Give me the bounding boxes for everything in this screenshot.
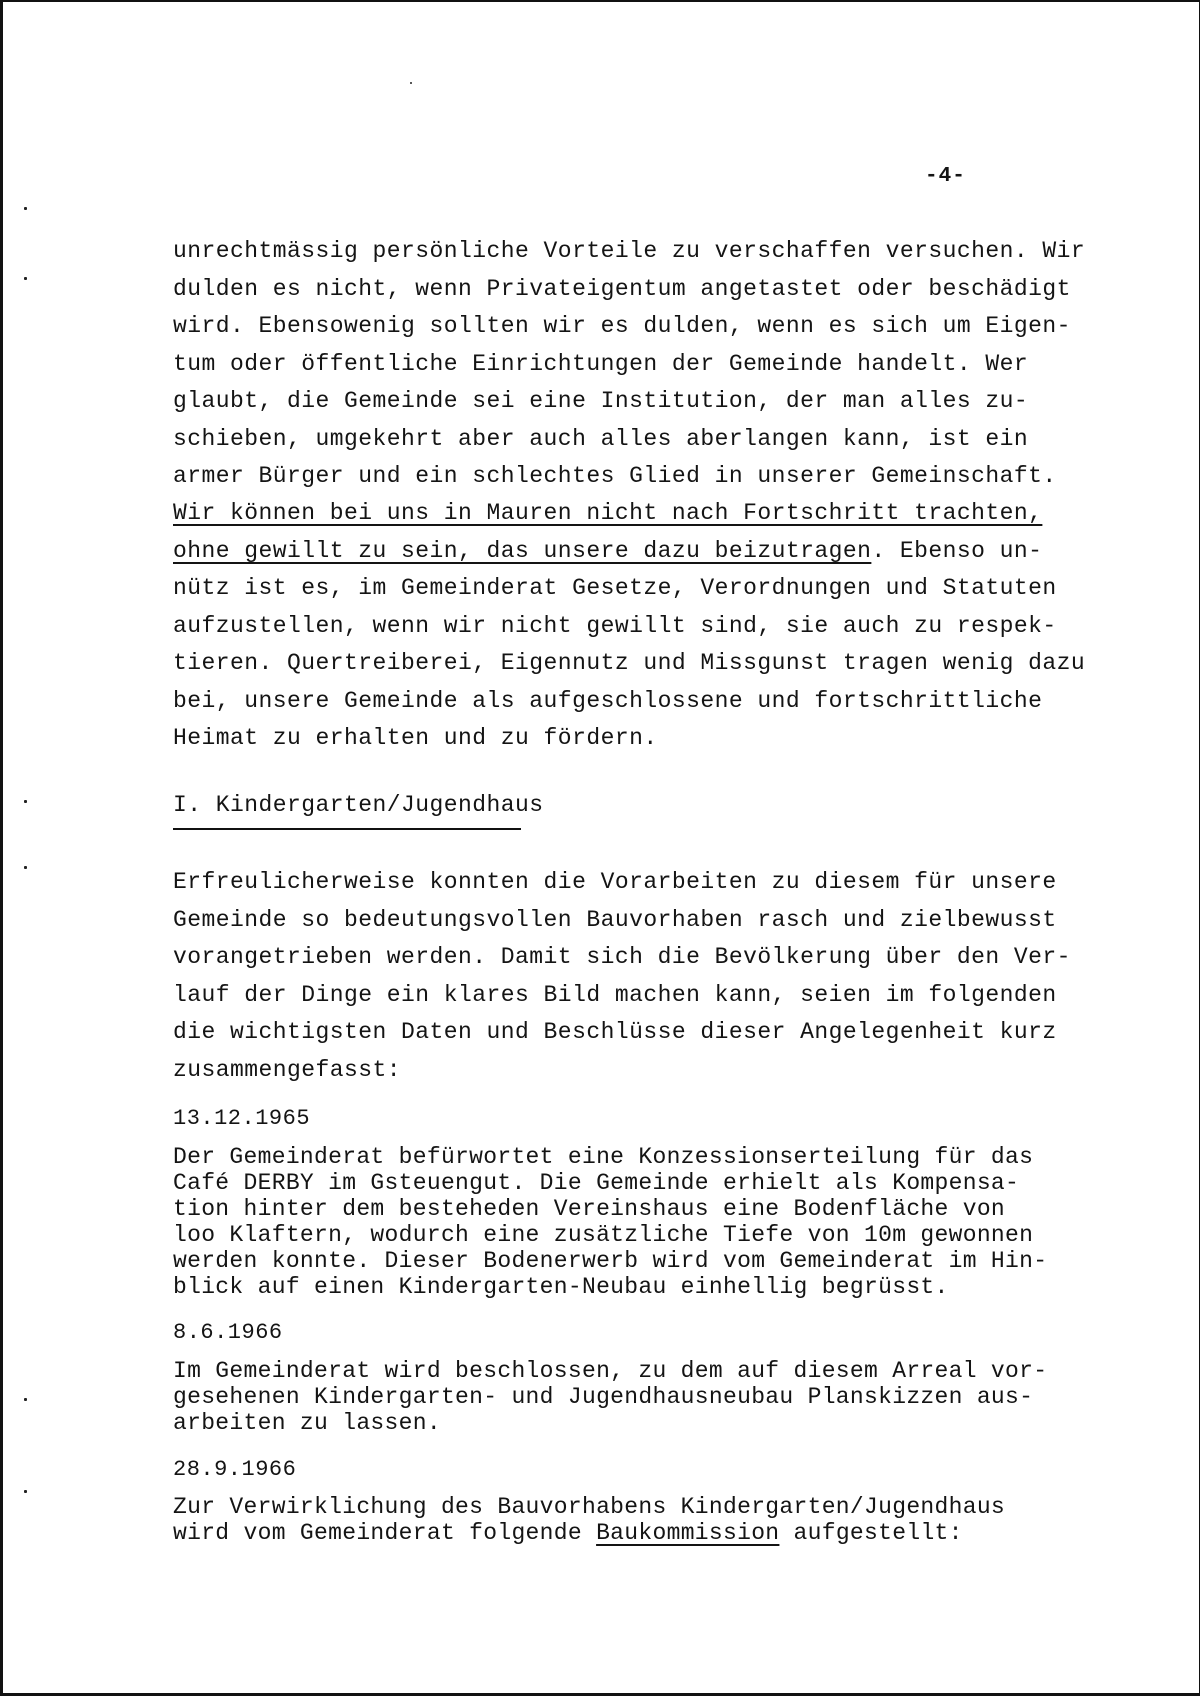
entry-date: 8.6.1966 (173, 1320, 283, 1345)
text-line: die wichtigsten Daten und Beschlüsse dieser Angelegenheit kurz (173, 1019, 1057, 1045)
entry-date: 28.9.1966 (173, 1457, 297, 1482)
underlined-text-line: Wir können bei uns in Mauren nicht nach Fortschritt trachten, (173, 500, 1043, 526)
underlined-phrase: ohne gewillt zu sein, das unsere dazu beizutragen (173, 538, 872, 564)
text-line: tum oder öffentliche Einrichtungen der Gemeinde handelt. Wer (173, 351, 1029, 377)
page-number: -4- (925, 165, 966, 188)
text-fragment: . Ebenso un- (871, 538, 1043, 564)
entry-date: 13.12.1965 (173, 1106, 311, 1131)
text-line: nütz ist es, im Gemeinderat Gesetze, Verordnungen und Statuten (173, 575, 1057, 601)
entry-line: gesehenen Kindergarten- und Jugendhausneubau Planskizzen aus- (173, 1384, 1034, 1410)
text-line: armer Bürger und ein schlechtes Glied in unserer Gemeinschaft. (173, 463, 1057, 489)
text-line: dulden es nicht, wenn Privateigentum angetastet oder beschädigt (173, 276, 1071, 302)
section-heading: I. Kindergarten/Jugendhaus (173, 792, 544, 818)
entry-line: Zur Verwirklichung des Bauvorhabens Kindergarten/Jugendhaus (173, 1494, 1006, 1520)
text-line: aufzustellen, wenn wir nicht gewillt sind, sie auch zu respek- (173, 613, 1057, 639)
entry-line: Café DERBY im Gsteuengut. Die Gemeinde erhielt als Kompensa- (173, 1170, 1020, 1196)
text-line: Gemeinde so bedeutungsvollen Bauvorhaben rasch und zielbewusst (173, 907, 1057, 933)
text-line: Heimat zu erhalten und zu fördern. (173, 725, 658, 751)
text-line: glaubt, die Gemeinde sei eine Institution, der man alles zu- (173, 388, 1029, 414)
entry-line (173, 1520, 963, 1546)
text-line: lauf der Dinge ein klares Bild machen kann, seien im folgenden (173, 982, 1057, 1008)
entry-line: loo Klaftern, wodurch eine zusätzliche Tiefe von 10m gewonnen (173, 1222, 1034, 1248)
text-fragment: wird vom Gemeinderat folgende (173, 1520, 597, 1546)
entry-line: Der Gemeinderat befürwortet eine Konzessionserteilung für das (173, 1144, 1034, 1170)
heading-underline (173, 828, 521, 830)
scan-speck (24, 800, 27, 803)
scan-speck (24, 207, 27, 210)
scan-speck (24, 1490, 27, 1493)
text-line: vorangetrieben werden. Damit sich die Bevölkerung über den Ver- (173, 944, 1071, 970)
text-fragment: aufgestellt: (779, 1520, 963, 1546)
scan-speck (24, 277, 27, 280)
text-line (173, 536, 1042, 566)
scan-speck (410, 82, 412, 84)
entry-line: blick auf einen Kindergarten-Neubau einhellig begrüsst. (173, 1274, 949, 1300)
text-line: Erfreulicherweise konnten die Vorarbeiten zu diesem für unsere (173, 869, 1057, 895)
scan-speck (24, 1398, 27, 1401)
scan-speck (24, 866, 27, 869)
entry-line: Im Gemeinderat wird beschlossen, zu dem auf diesem Arreal vor- (173, 1358, 1048, 1384)
text-line: wird. Ebensowenig sollten wir es dulden, wenn es sich um Eigen- (173, 313, 1071, 339)
text-line: tieren. Quertreiberei, Eigennutz und Missgunst tragen wenig dazu (173, 650, 1086, 676)
text-line: schieben, umgekehrt aber auch alles aberlangen kann, ist ein (173, 426, 1029, 452)
text-line: zusammengefasst: (173, 1057, 402, 1083)
underlined-phrase: Baukommission (596, 1520, 780, 1546)
entry-line: tion hinter dem besteheden Vereinshaus eine Bodenfläche von (173, 1196, 1006, 1222)
text-line: unrechtmässig persönliche Vorteile zu verschaffen versuchen. Wir (173, 238, 1086, 264)
entry-line: werden konnte. Dieser Bodenerwerb wird vom Gemeinderat im Hin- (173, 1248, 1048, 1274)
entry-line: arbeiten zu lassen. (173, 1410, 441, 1436)
text-line: bei, unsere Gemeinde als aufgeschlossene und fortschrittliche (173, 688, 1043, 714)
